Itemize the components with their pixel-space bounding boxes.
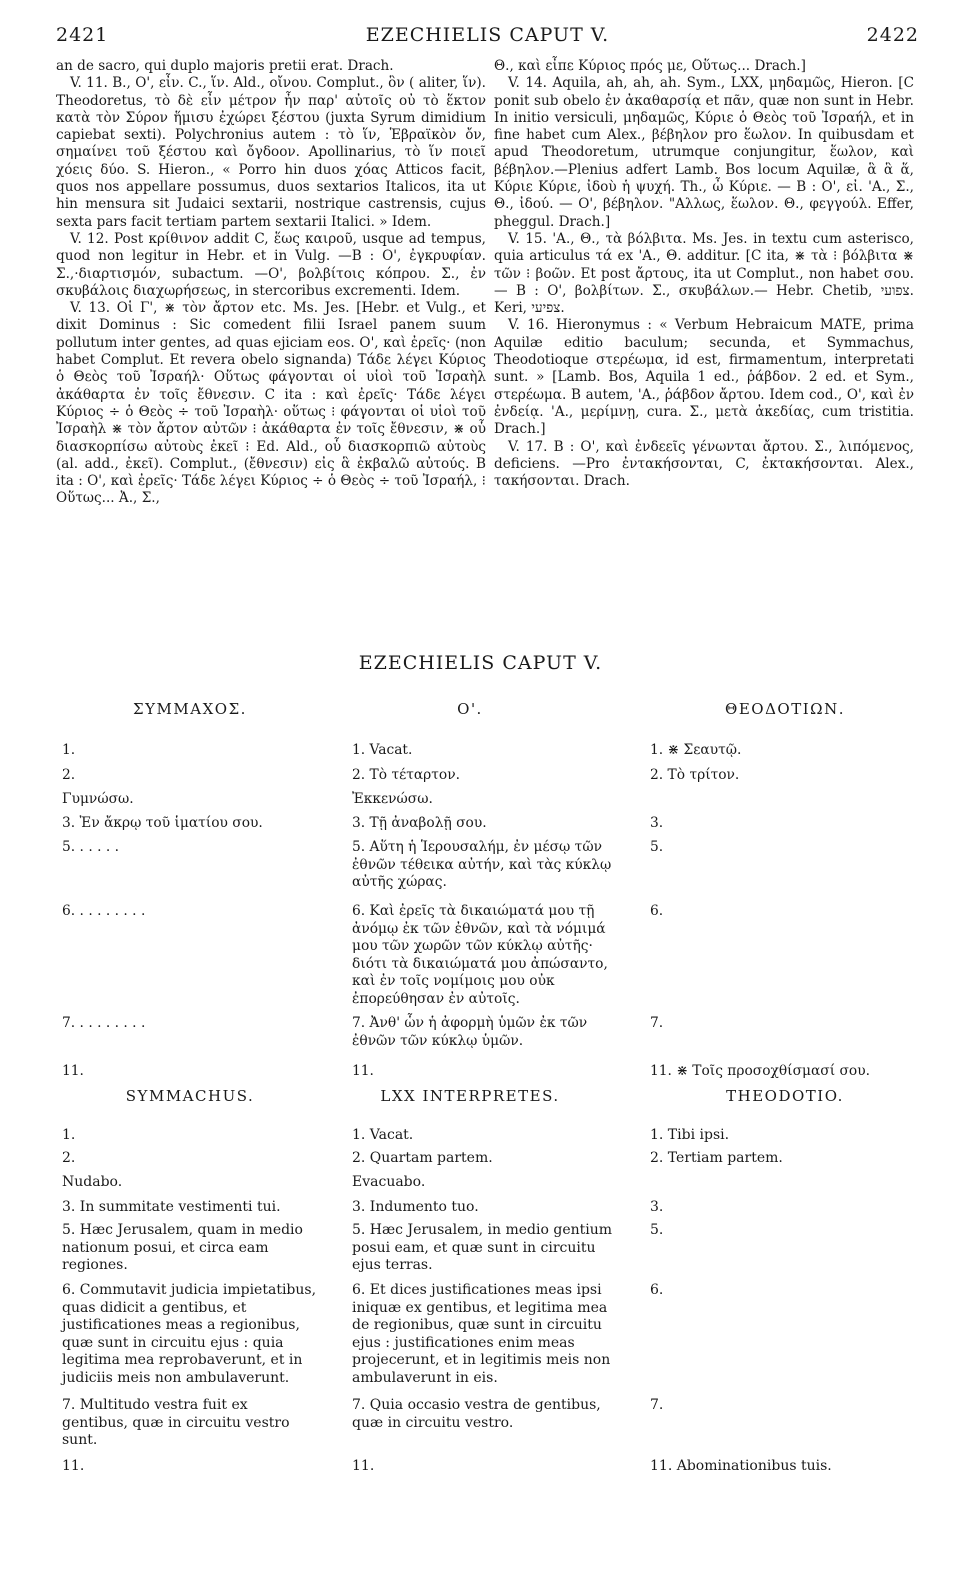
greek-cell: 2. Τὸ τέταρτον. xyxy=(352,767,460,783)
latin-cell: Evacuabo. xyxy=(352,1174,426,1190)
latin-cell: 11. xyxy=(352,1458,375,1474)
greek-cell: 3. xyxy=(650,815,664,831)
latin-cell: 2. Quartam partem. xyxy=(352,1150,493,1166)
greek-cell: 11. ⋇ Τοῖς προσοχθίσμασί σου. xyxy=(650,1063,871,1079)
greek-cell: 7. Ἀνθ' ὧν ἡ ἀφορμὴ ὑμῶν ἐκ τῶν ἐθνῶν τῶν κύκλῳ ὑμῶν. xyxy=(352,1015,588,1049)
greek-cell: 11. xyxy=(62,1063,84,1079)
column-header-lxx-latin: LXX INTERPRETES. xyxy=(380,1087,560,1105)
latin-cell: 5. Hæc Jerusalem, in medio gentium posui eam, et quæ sunt in circuitu ejus terras. xyxy=(352,1222,613,1274)
page-header xyxy=(56,24,919,48)
latin-cell: 6. Commutavit judicia impietatibus, quas didicit a gentibus, et justificationes meas a regionibus, quæ sunt in circuitu ejus : quia legitima mea reprobaverunt, et in judiciis meis non ambulaverunt. xyxy=(62,1282,317,1386)
greek-cell: 11. xyxy=(352,1063,374,1079)
greek-cell: 2. Τὸ τρίτον. xyxy=(650,767,740,783)
column-header-symmachus-latin: SYMMACHUS. xyxy=(125,1087,255,1105)
note-paragraph: an de sacro, qui duplo majoris pretii erat. Drach. xyxy=(56,58,394,74)
latin-cell: 7. Quia occasio vestra de gentibus, quæ in circuitu vestro. xyxy=(352,1397,601,1431)
note-paragraph: V. 17. B : Ο', καὶ ἐνδεεῖς γένωνται ἄρτου. Σ., λιπόμενος, deficiens. —Pro ἐντακήσονται, C, ἐκτακήσονται. Alex., τακήσονται. Drach. xyxy=(494,438,914,490)
latin-cell: 6. xyxy=(650,1282,664,1298)
column-header-lxx-greek: Ο'. xyxy=(457,700,483,718)
latin-cell: 5. Hæc Jerusalem, quam in medio nationum posui, et circa eam regiones. xyxy=(62,1222,303,1274)
running-title: EZECHIELIS CAPUT V. xyxy=(365,24,610,46)
greek-cell: Ἐκκενώσω. xyxy=(352,791,433,807)
latin-cell: 2. Tertiam partem. xyxy=(650,1150,783,1166)
greek-cell: 7. . . . . . . . . xyxy=(62,1015,146,1031)
greek-cell: 3. Ἐν ἄκρῳ τοῦ ἱματίου σου. xyxy=(62,815,263,831)
latin-cell: 6. Et dices justificationes meas ipsi iniquæ ex gentibus, et legitima mea de regionibus, quæ sunt in circuitu ejus : justificationes enim meas projecerunt, et in legitimis meis non ambulaverunt in eis. xyxy=(352,1282,611,1386)
greek-cell: 5. . . . . . xyxy=(62,839,120,855)
greek-cell: 5. Αὕτη ἡ Ἱερουσαλήμ, ἐν μέσῳ τῶν ἐθνῶν τέθεικα αὐτήν, καὶ τὰς κύκλῳ αὐτῆς χώρας. xyxy=(352,839,612,890)
greek-cell: 1. xyxy=(62,742,76,758)
latin-cell: 1. Tibi ipsi. xyxy=(650,1127,730,1143)
greek-cell: 6. xyxy=(650,903,664,919)
greek-cell: 1. Vacat. xyxy=(352,742,413,758)
page-number-left: 2421 xyxy=(56,24,109,46)
latin-cell: 3. In summitate vestimenti tui. xyxy=(62,1199,281,1215)
note-paragraph: V. 16. Hieronymus : « Verbum Hebraicum MATE, prima Aquilæ editio baculum; secunda, et Symmachus, Theodotioque στερέωμα, id est, firmamentum, interpretati sunt. » [Lamb. Bos, Aquila 1 ed., ῥάβδον. 2 ed. et Sym., στερέωμα. B autem, 'Α., ῥάβδον ἄρτου. Idem cod., Ο', καὶ ἐν ἐνδείᾳ. 'Α., μερίμνῃ, cura. Σ., μετὰ ἀκεδίας, cum tristitia. Drach.] xyxy=(494,317,914,438)
greek-cell: 6. . . . . . . . . xyxy=(62,903,146,919)
latin-cell: 2. xyxy=(62,1150,76,1166)
latin-cell: 7. xyxy=(650,1397,664,1413)
latin-cell: 3. xyxy=(650,1199,664,1215)
note-paragraph: V. 11. B., Ο', εἶν. C., ἵν. Ald., οἴνου. Complut., ὃν ( aliter, ἵν). Theodoretus, τὸ δὲ εἶν μέτρον ἦν παρ' αὐτοῖς οὐ τὸ ἕκτον κατὰ τὸν Σύρον ἥμισυ ἐχώρει ξέστου (juxta Syrum dimidium capiebat sexti). Polychronius autem : τὸ ἵν, Ἑβραϊκὸν ὄν, σημαίνει τοῦ ξέστου καὶ ὄγδοον. Apollinarius, τὸ ἵν ποιεῖ χόεις δύο. S. Hieron., « Porro hin duos χόας Atticos facit, quos nos appellare possumus, duos sextarios Italicos, ita ut hin mensura sit Judaici sextarii, nostrique castrensis, cujus sexta pars facit tertiam partem sextarii Italici. » Idem. xyxy=(56,75,486,230)
column-header-theodotion-greek: ΘΕΟΔΟΤΙΩΝ. xyxy=(725,700,845,718)
greek-cell: 7. xyxy=(650,1015,664,1031)
section-title: EZECHIELIS CAPUT V. xyxy=(358,652,603,674)
greek-cell: 1. ⋇ Σεαυτῷ. xyxy=(650,742,742,758)
greek-cell: 2. xyxy=(62,767,76,783)
note-paragraph: V. 12. Post κρίθινον addit C, ἕως καιροῦ, usque ad tempus, quod non legitur in Hebr. et in Vulg. —B : Ο', ἐγκρυφίαν. Σ.,·διαρτισμόν, subactum. —Ο', βολβίτοις κόπρου. Σ., ἐν σκυβάλοις διαχωρήσεως, in stercoribus excrementi. Idem. xyxy=(56,230,486,299)
column-header-theodotion-latin: THEODOTIO. xyxy=(726,1087,844,1105)
note-paragraph: V. 15. 'Α., Θ., τὰ βόλβιτα. Ms. Jes. in textu cum asterisco, quia articulus τά ex 'Α., Θ. additur. [C ita, ⋇ τὰ ⁝ βόλβιτα ⋇ τῶν ⁝ βοῶν. Et post ἄρτους, ita ut Complut., non habet σου.— B : Ο', βολβίτων. Σ., σκυβάλων.— Hebr. Chetib, צפועי. Keri, צפיעי. xyxy=(494,230,914,317)
note-paragraph: V. 14. Aquila, ah, ah, ah. Sym., LXX, μηδαμῶς, Hieron. [C ponit sub obelo ἐν ἀκαθαρσίᾳ et πᾶν, quæ non sunt in Hebr. In initio versiculi, μηδαμῶς, Κύριε ὁ Θεὸς τοῦ Ἰσραήλ, et in fine habet cum Alex., βέβηλον pro ἕωλον. In quibusdam et apud Theodoretum, utrumque conjungitur, ἕωλον, καὶ βέβηλον.—Plenius adfert Lamb. Bos locum Aquilæ, ἃ ἃ ἅ, Κύριε Κύριε, ἰδοὺ ἡ ψυχή. Th., ὦ Κύριε. — B : Ο', εἰ. 'Α., Σ., Θ., ἰδού. — Ο', βέβηλον. "Αλλως, ἕωλον. Θ., φεγγούλ. Effer, pheggul. Drach.] xyxy=(494,75,914,230)
notes-left-column xyxy=(56,58,486,508)
greek-cell: 6. Καὶ ἐρεῖς τὰ δικαιώματά μου τῇ ἀνόμῳ ἐκ τῶν ἐθνῶν, καὶ τὰ νόμιμά μου τῶν χωρῶν τῶν κύκλῳ αὐτῆς· διότι τὰ δικαιώματά μου ἀπώσαντο, καὶ ἐν τοῖς νομίμοις μου οὐκ ἐπορεύθησαν ἐν αὐτοῖς. xyxy=(352,903,608,1007)
page-number-right: 2422 xyxy=(866,24,919,46)
note-paragraph: Θ., καὶ εἶπε Κύριος πρός με, Οὕτως... Drach.] xyxy=(494,58,806,74)
greek-cell: 3. Τῇ ἀναβολῇ σου. xyxy=(352,815,487,831)
latin-cell: Nudabo. xyxy=(62,1174,123,1190)
greek-cell: Γυμνώσω. xyxy=(62,791,134,807)
latin-cell: 1. Vacat. xyxy=(352,1127,414,1143)
latin-cell: 7. Multitudo vestra fuit ex gentibus, quæ in circuitu vestro sunt. xyxy=(62,1397,290,1449)
latin-cell: 1. xyxy=(62,1127,76,1143)
latin-cell: 3. Indumento tuo. xyxy=(352,1199,479,1215)
column-header-symmachus-greek: ΣΥΜΜΑΧΟΣ. xyxy=(133,700,247,718)
latin-cell: 11. xyxy=(62,1458,85,1474)
note-paragraph: V. 13. Οἱ Γ', ⋇ τὸν ἄρτον etc. Ms. Jes. [Hebr. et Vulg., et dixit Dominus : Sic comedent filii Israel panem suum pollutum inter gentes, ad quas ejiciam eos. Ο', καὶ ἐρεῖς· (non habet Complut. Et revera obelo signanda) Τάδε λέγει Κύριος ὁ Θεὸς τοῦ Ἰσραήλ· Οὕτως φάγονται οἱ υἱοὶ τοῦ Ἰσραὴλ ἀκάθαρτα ἐν τοῖς ἔθνεσιν. C ita : καὶ ἐρεῖς· Τάδε λέγει Κύριος ÷ ὁ Θεὸς ÷ τοῦ Ἰσραὴλ· οὕτως ⁝ φάγονται οἱ υἱοὶ τοῦ Ἰσραὴλ ⋇ τὸν ἄρτον αὐτῶν ⁝ ἀκάθαρτα ἐν τοῖς ἔθνεσιν, ⋇ οὗ διασκορπίσω αὐτοὺς ἐκεῖ ⁝ Ed. Ald., οὗ διασκορπιῶ αὐτοὺς (al. add., ἐκεῖ). Complut., (ἔθνεσιν) εἰς ἃ ἐκβαλῶ αὐτούς. B ita : Ο', καὶ ἐρεῖς· Τάδε λέγει Κύριος ÷ ὁ Θεὸς ÷ τοῦ Ἰσραήλ, ⁝ Οὕτως... Ἀ., Σ., xyxy=(56,300,486,507)
greek-cell: 5. xyxy=(650,839,664,855)
latin-cell: 11. Abominationibus tuis. xyxy=(650,1458,832,1474)
notes-right-column xyxy=(494,58,914,490)
latin-cell: 5. xyxy=(650,1222,664,1238)
